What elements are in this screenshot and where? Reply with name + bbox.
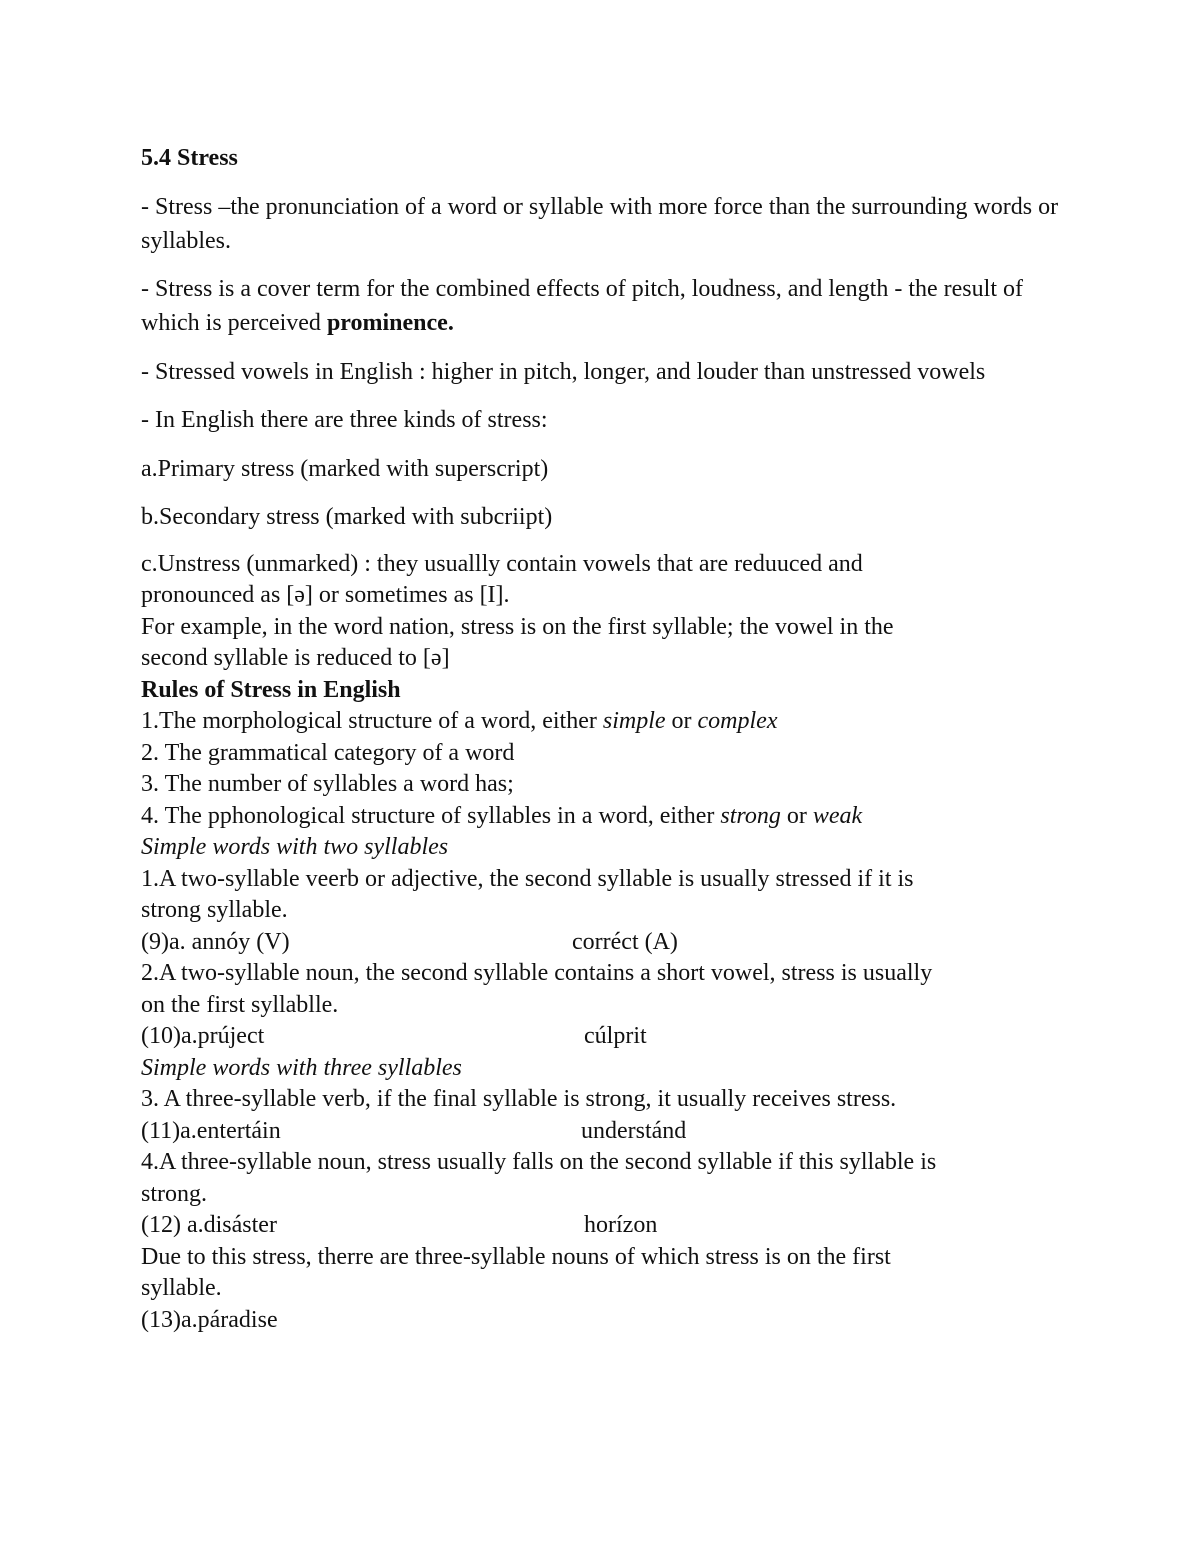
example-12: [141, 1210, 1071, 1242]
example-13: (13)a.páradise: [141, 1306, 278, 1333]
rule-three-syllable-noun-line-2: strong.: [141, 1180, 207, 1207]
rule-1-simple: simple: [602, 708, 666, 734]
example-12-right: horízon: [584, 1212, 658, 1238]
example-11-left: (11)a.entertáin: [141, 1117, 281, 1144]
item-primary-stress: a.Primary stress (marked with superscript): [141, 455, 549, 482]
paragraph-cover-term: [141, 272, 1071, 340]
rule-1-or: or: [665, 708, 698, 734]
rule-4-text: 4. The pphonological structure of syllables in a word, either: [141, 802, 721, 829]
example-9: [141, 927, 1071, 959]
example-nation-line-2: second syllable is reduced to [ə]: [141, 645, 450, 671]
rule-two-syllable-verb-line-2: strong syllable.: [141, 897, 288, 923]
rule-two-syllable-verb-line-1: 1.A two-syllable veerb or adjective, the second syllable is usually stressed if it is: [141, 865, 914, 892]
rule-three-syllable-noun-line-1: 4.A three-syllable noun, stress usually falls on the second syllable if this syllable is: [141, 1149, 937, 1175]
example-11-right: understánd: [581, 1117, 687, 1144]
due-to-stress-line-2: syllable.: [141, 1275, 222, 1301]
rule-two-syllable-noun-line-2: on the first syllablle.: [141, 991, 339, 1018]
example-10-left: (10)a.prúject: [141, 1023, 265, 1049]
due-to-stress-line-1: Due to this stress, therre are three-syllable nouns of which stress is on the first: [141, 1243, 891, 1270]
item-unstress-line-2: pronounced as [ə] or sometimes as [I].: [141, 582, 510, 608]
rule-2: 2. The grammatical category of a word: [141, 739, 515, 766]
subheading-three-syllables: Simple words with three syllables: [141, 1054, 462, 1081]
paragraph-cover-term-text: - Stress is a cover term for the combined effects of pitch, loudness, and length - the result of which is perceived: [141, 276, 1023, 336]
section-title: 5.4 Stress: [141, 145, 238, 171]
prominence-term: prominence.: [326, 310, 454, 336]
paragraph-three-kinds: - In English there are three kinds of stress:: [141, 407, 548, 433]
item-unstress-line-1: c.Unstress (unmarked) : they usuallly contain vowels that are reduuced and: [141, 550, 863, 577]
rule-two-syllable-noun-line-1: 2.A two-syllable noun, the second syllable contains a short vowel, stress is usually: [141, 960, 933, 986]
rule-1-text: 1.The morphological structure of a word, either: [141, 708, 603, 734]
rule-1: [141, 706, 1071, 738]
paragraph-stress-definition: - Stress –the pronunciation of a word or syllable with more force than the surrounding words or syllables.: [141, 193, 1059, 254]
example-10-right: cúlprit: [584, 1023, 647, 1049]
example-11: [141, 1116, 1071, 1148]
document-content: [141, 141, 1071, 1336]
rule-4: [141, 801, 1071, 833]
subheading-two-syllables: Simple words with two syllables: [141, 834, 449, 860]
body-block: [141, 549, 1071, 1337]
rule-4-strong: strong: [720, 802, 781, 829]
rule-4-weak: weak: [812, 802, 863, 829]
rule-1-complex: complex: [697, 708, 778, 734]
paragraph-stressed-vowels: - Stressed vowels in English : higher in pitch, longer, and louder than unstressed vowels: [141, 358, 986, 385]
example-12-left: (12) a.disáster: [141, 1212, 277, 1238]
rule-4-or: or: [780, 802, 813, 829]
example-10: [141, 1021, 1071, 1053]
item-secondary-stress: b.Secondary stress (marked with subcriipt): [141, 504, 553, 530]
rule-three-syllable-verb: 3. A three-syllable verb, if the final syllable is strong, it usually receives stress.: [141, 1086, 897, 1112]
example-nation-line-1: For example, in the word nation, stress is on the first syllable; the vowel in the: [141, 613, 894, 640]
rules-heading: Rules of Stress in English: [141, 676, 401, 703]
example-9-left: (9)a. annóy (V): [141, 928, 290, 955]
example-9-right: corréct (A): [572, 928, 678, 955]
rule-3: 3. The number of syllables a word has;: [141, 771, 514, 797]
